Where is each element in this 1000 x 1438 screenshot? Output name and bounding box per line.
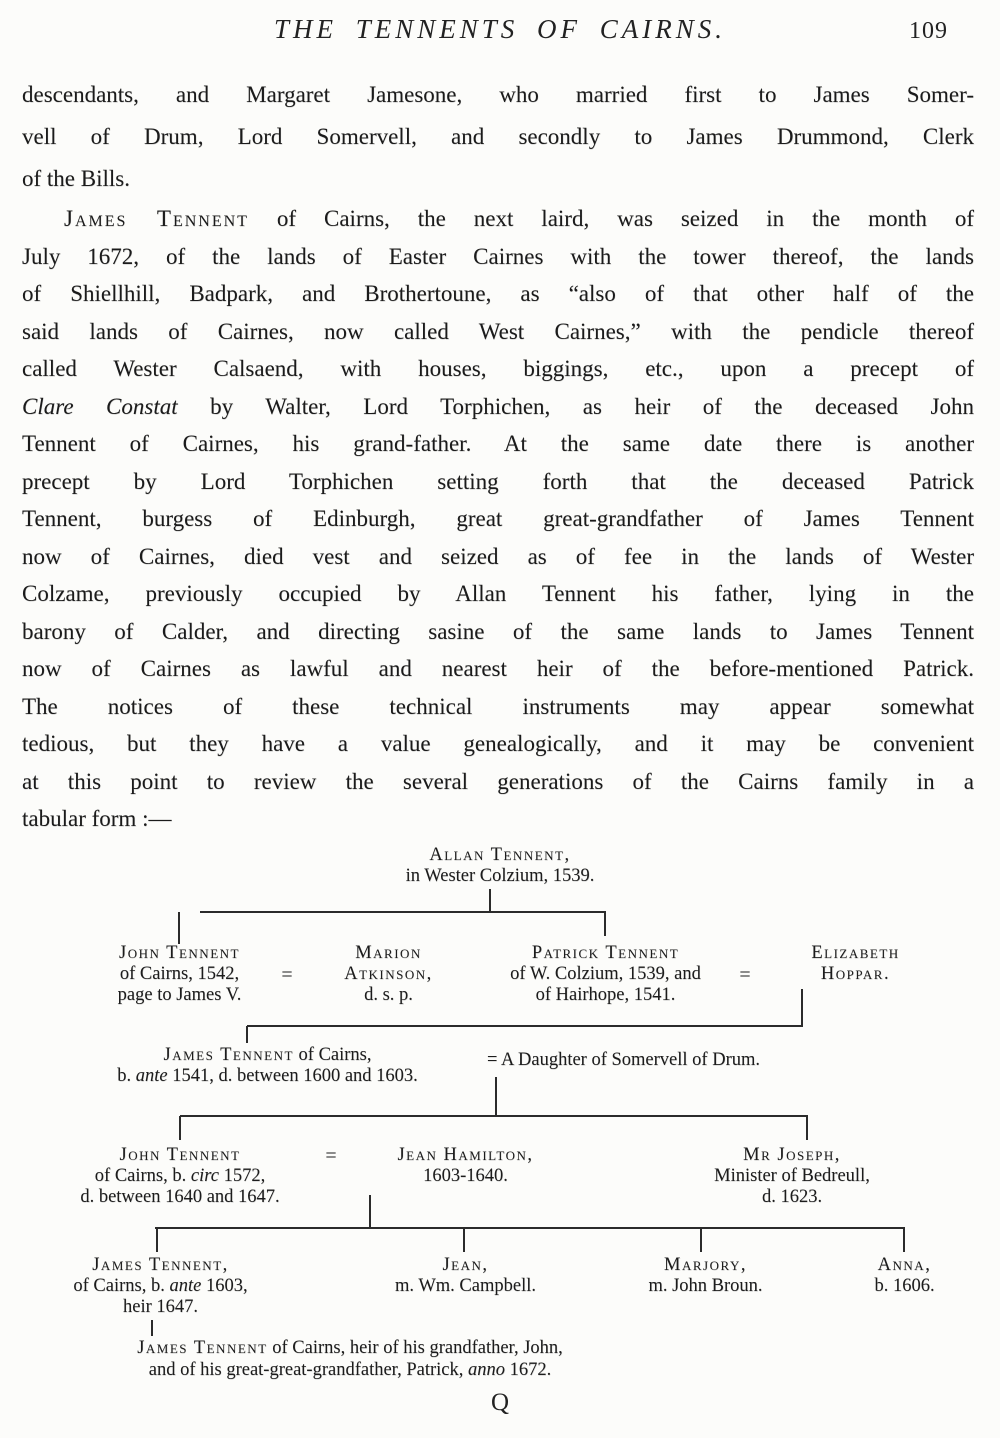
person-name: A Daughter of Somervell of Drum.	[501, 1050, 760, 1070]
person-name: Marjory,	[664, 1255, 747, 1275]
person-name: John Tennent	[119, 1145, 241, 1165]
person-name: Jean,	[442, 1255, 489, 1275]
connector-line	[604, 912, 606, 936]
tree-node-james-tennent-1603	[28, 1255, 293, 1318]
text-line: now of Cairnes, died vest and seized as of fee in the lands of Wester	[22, 543, 974, 569]
tree-node-marion-atkinson	[296, 943, 481, 1006]
connector-line	[801, 989, 803, 1025]
genealogy-tree	[0, 843, 1000, 1438]
connector-line	[700, 1228, 702, 1252]
person-name: Marion	[355, 943, 422, 963]
person-detail: in Wester Colzium, 1539.	[405, 866, 595, 886]
person-detail: d. s. p.	[364, 985, 413, 1005]
connector-line	[463, 1228, 465, 1252]
page-number: 109	[909, 18, 948, 44]
marriage-sign: =	[325, 1145, 337, 1167]
tree-node-patrick-tennent	[468, 943, 743, 1006]
tree-node-mr-joseph	[672, 1145, 912, 1208]
text-line: precept by Lord Torphichen setting forth that the deceased Patrick	[22, 468, 974, 494]
person-name: Allan Tennent,	[429, 845, 571, 865]
signature-mark: Q	[490, 1389, 510, 1416]
marriage-sign: =	[281, 964, 293, 986]
connector-line	[369, 1195, 371, 1227]
person-name: Jean Hamilton,	[397, 1145, 534, 1165]
person-detail: d. between 1640 and 1647.	[80, 1187, 280, 1207]
text-line: of the Bills.	[22, 166, 130, 191]
person-name: James Tennent,	[92, 1255, 229, 1275]
connector-line	[200, 911, 606, 913]
tree-node-james-tennent-heir-1672	[40, 1337, 660, 1381]
person-detail: and of his great-great-grandfather, Patrick, anno 1672.	[148, 1360, 552, 1380]
text-line: Colzame, previously occupied by Allan Tennent his father, lying in the	[22, 581, 974, 606]
person-detail: heir 1647.	[122, 1297, 198, 1317]
person-detail: of Hairhope, 1541.	[535, 985, 676, 1005]
text-line: tedious, but they have a value genealogically, and it may be convenient	[22, 731, 974, 756]
tree-node-allan-tennent	[300, 845, 700, 887]
person-name: Atkinson,	[344, 964, 433, 984]
connector-line	[179, 1116, 181, 1140]
connector-line	[806, 1116, 808, 1140]
tree-node-elizabeth-hoppar	[768, 943, 943, 985]
text-line: vell of Drum, Lord Somervell, and secondly to James Drummond, Clerk	[22, 124, 974, 149]
person-name: Patrick Tennent	[531, 943, 680, 963]
text-line: descendants, and Margaret Jamesone, who married first to James Somer-	[22, 82, 974, 107]
tree-node-john-tennent-1572	[50, 1145, 310, 1208]
person-name: Mr Joseph,	[743, 1145, 841, 1165]
text-line: James Tennent of Cairns, the next laird, was seized in the month of	[64, 206, 974, 231]
person-detail: m. John Broun.	[648, 1276, 763, 1296]
text-line: July 1672, of the lands of Easter Cairnes with the tower thereof, the lands	[22, 243, 974, 269]
person-detail: m. Wm. Campbell.	[395, 1276, 536, 1296]
text-line: now of Cairnes as lawful and nearest heir of the before-mentioned Patrick.	[22, 656, 974, 681]
text-line: The notices of these technical instruments may appear somewhat	[22, 693, 974, 719]
running-title: THE TENNENTS OF CAIRNS.	[273, 14, 727, 44]
text-line: at this point to review the several generations of the Cairns family in a	[22, 768, 974, 794]
tree-node-jean	[358, 1255, 573, 1297]
paragraph-continuation	[22, 74, 974, 200]
text-line: called Wester Calsaend, with houses, biggings, etc., upon a precept of	[22, 356, 974, 381]
person-name: Elizabeth	[811, 943, 900, 963]
person-detail: b. ante 1541, d. between 1600 and 1603.	[117, 1066, 418, 1086]
person-detail: of Cairns, b. circ 1572,	[94, 1166, 266, 1186]
connector-line	[495, 1077, 497, 1115]
text-line: tabular form :—	[22, 806, 172, 831]
connector-line	[155, 1227, 905, 1229]
text-line: Clare Constat by Walter, Lord Torphichen, as heir of the deceased John	[22, 393, 974, 419]
person-detail: of Cairns, b. ante 1603,	[73, 1276, 248, 1296]
person-name-line: James Tennent of Cairns,	[163, 1045, 372, 1065]
person-detail: b. 1606.	[874, 1276, 935, 1296]
text-line: said lands of Cairnes, now called West Cairnes,” with the pendicle thereof	[22, 318, 974, 344]
connector-line	[247, 1025, 803, 1027]
connector-line	[156, 1228, 158, 1252]
person-name: John Tennent	[119, 943, 240, 963]
connector-line	[180, 1115, 808, 1117]
tree-node-daughter-somervell	[487, 1049, 887, 1071]
connector-line	[151, 1320, 153, 1336]
person-detail: 1603-1640.	[423, 1166, 508, 1186]
person-name: Anna,	[877, 1255, 932, 1275]
person-detail: of Cairns, 1542,	[119, 964, 240, 984]
person-detail: of W. Colzium, 1539, and	[510, 964, 701, 984]
text-line: Tennent, burgess of Edinburgh, great great-grandfather of James Tennent	[22, 506, 974, 531]
connector-line	[489, 889, 491, 911]
connector-line	[903, 1228, 905, 1252]
tree-node-james-tennent-1541	[45, 1045, 490, 1087]
person-name: Hoppar.	[820, 964, 891, 984]
text-line: of Shiellhill, Badpark, and Brothertoune, as “also of that other half of the	[22, 281, 974, 306]
tree-node-anna	[812, 1255, 997, 1297]
tree-node-john-tennent-1542	[72, 943, 287, 1006]
person-detail: d. 1623.	[761, 1187, 823, 1207]
text-line: barony of Calder, and directing sasine of the same lands to James Tennent	[22, 618, 974, 644]
tree-node-marjory	[598, 1255, 813, 1297]
person-name-line: James Tennent of Cairns, heir of his grandfather, John,	[137, 1338, 563, 1358]
tree-node-jean-hamilton	[358, 1145, 573, 1187]
paragraph-james-tennent	[22, 200, 974, 838]
body-text	[22, 74, 974, 838]
marriage-sign: =	[739, 964, 751, 986]
marriage-sign: =	[487, 1050, 498, 1070]
connector-line	[178, 912, 180, 944]
connector-line	[246, 1026, 248, 1043]
person-detail: Minister of Bedreull,	[714, 1166, 870, 1186]
person-detail: page to James V.	[117, 985, 242, 1005]
text-line: Tennent of Cairnes, his grand-father. At the same date there is another	[22, 431, 974, 456]
